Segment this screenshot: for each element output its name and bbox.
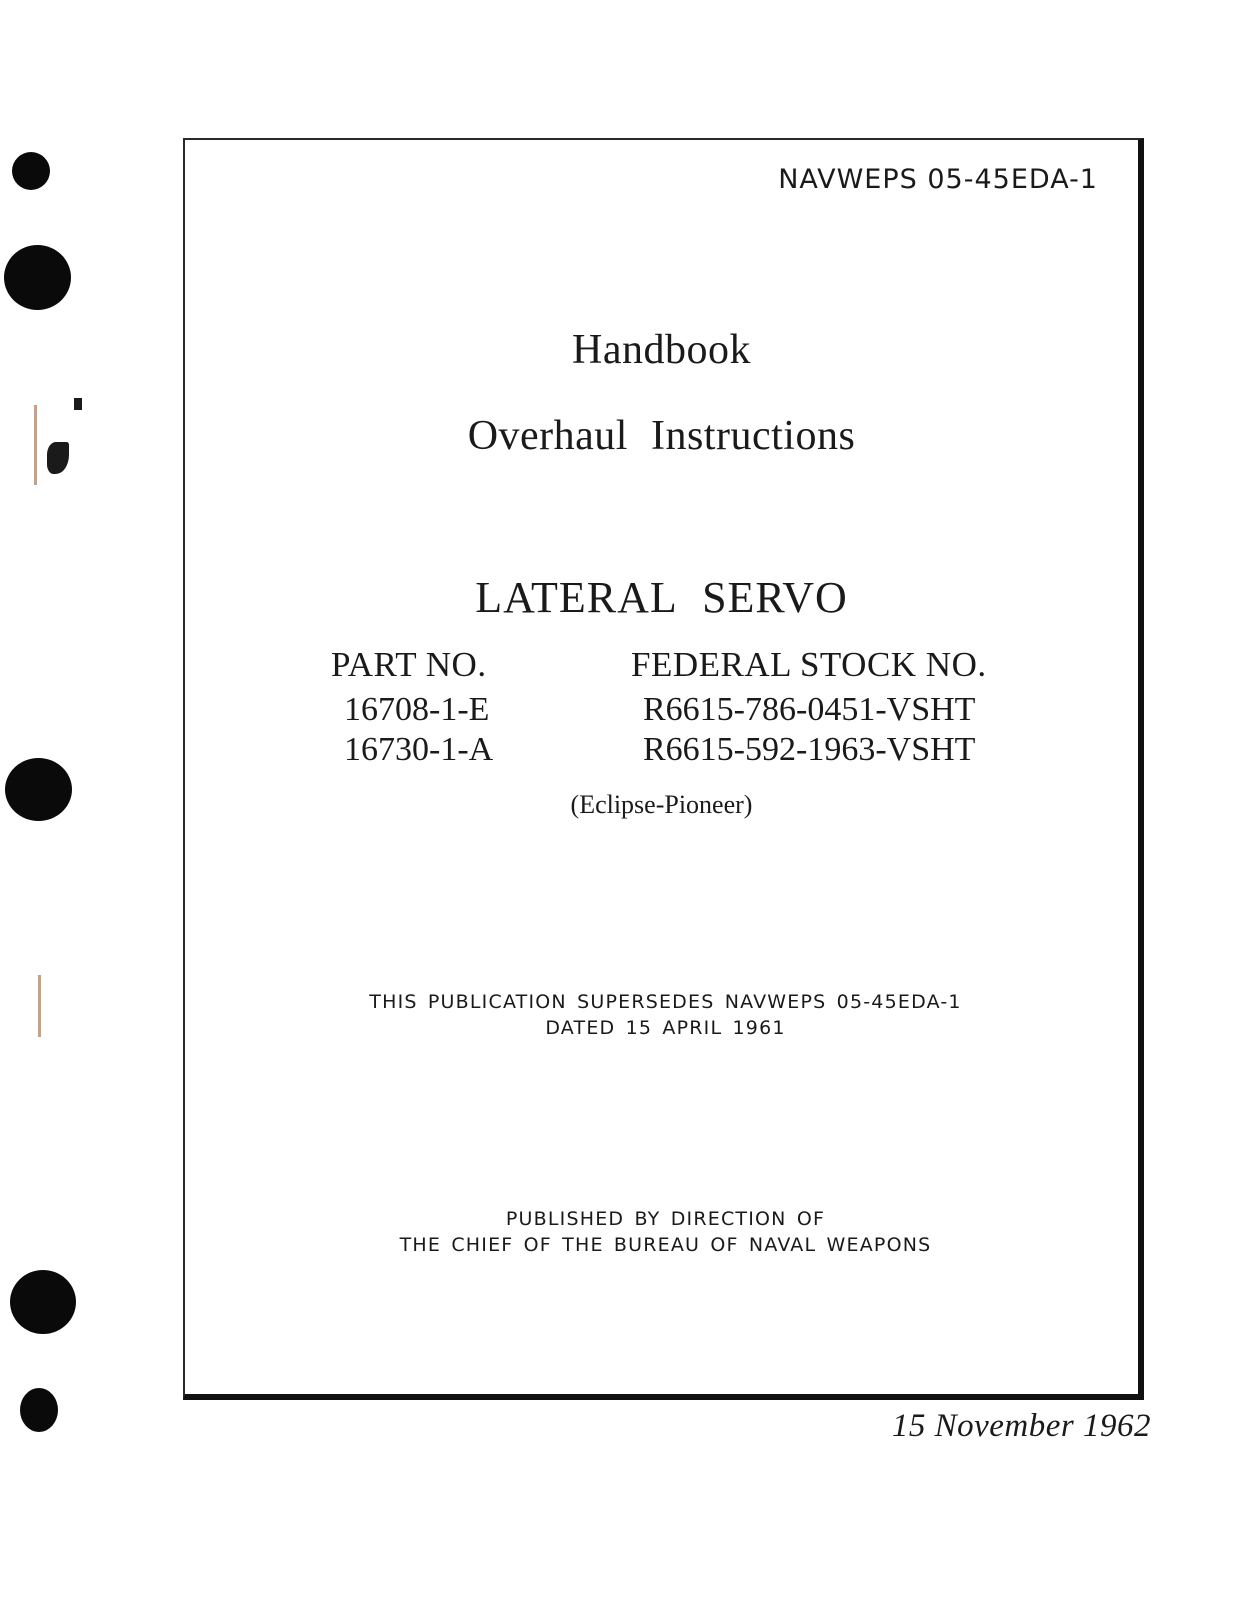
supersedes-notice (185, 989, 1138, 1041)
part-number-column (331, 645, 493, 770)
federal-stock-number-header: FEDERAL STOCK NO. (631, 645, 987, 684)
federal-stock-number-column (631, 645, 987, 770)
document-title: LATERAL SERVO (475, 573, 848, 622)
punch-hole-4 (10, 1270, 76, 1334)
binding-tear-mark-2 (38, 975, 41, 1037)
punch-hole-2 (4, 245, 71, 310)
document-type: Handbook (572, 327, 751, 373)
federal-stock-number-item: R6615-592-1963-VSHT (643, 731, 976, 768)
part-number-header: PART NO. (331, 645, 487, 684)
publication-number: NAVWEPS 05-45EDA-1 (778, 164, 1098, 195)
punch-hole-1 (12, 152, 50, 190)
part-number-item: 16708-1-E (344, 691, 490, 728)
supersedes-notice-line-2: DATED 15 APRIL 1961 (545, 1017, 786, 1039)
punch-hole-5 (20, 1388, 58, 1432)
binding-tear-mark-1 (34, 405, 37, 485)
supersedes-notice-line-1: THIS PUBLICATION SUPERSEDES NAVWEPS 05-45EDA-1 (369, 991, 962, 1013)
part-number-item: 16730-1-A (344, 731, 494, 768)
punch-hole-3 (5, 758, 72, 821)
cover-frame (183, 138, 1144, 1400)
document-subtitle: Overhaul Instructions (467, 413, 856, 459)
federal-stock-number-item: R6615-786-0451-VSHT (643, 691, 976, 728)
manufacturer: (Eclipse-Pioneer) (570, 790, 753, 819)
binding-tear-fragment-1 (74, 398, 82, 410)
publication-date: 15 November 1962 (891, 1408, 1151, 1444)
publishing-authority-line-1: PUBLISHED BY DIRECTION OF (505, 1208, 826, 1230)
publishing-authority (185, 1206, 1138, 1258)
publishing-authority-line-2: THE CHIEF OF THE BUREAU OF NAVAL WEAPONS (399, 1234, 932, 1256)
binding-tear-fragment-2 (47, 442, 69, 474)
